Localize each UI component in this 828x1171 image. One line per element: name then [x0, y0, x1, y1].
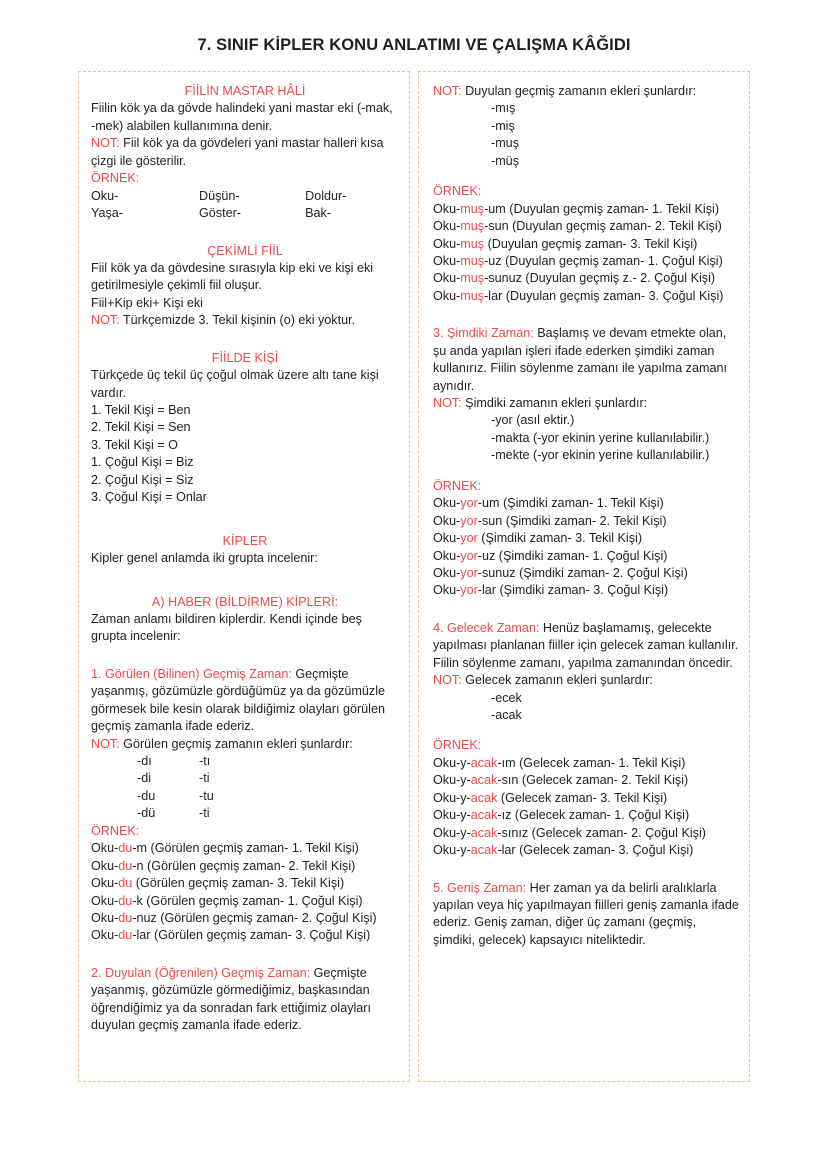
suffix-highlight: muş: [460, 236, 485, 251]
stem: Oku-y-: [433, 843, 471, 858]
suffix: -dü: [137, 806, 156, 821]
subsection-body: Her zaman ya da belirli aralıklarla yapılan veya hiç yapılmayan fiilleri geniş zamanla ifade ederiz. Geniş zaman, diğer üç zamanı (geçmiş, şimdiki, gelecek) kapsayıcı niteliktedir.: [433, 880, 739, 947]
section-heading: FİİLİN MASTAR HÂLİ: [184, 84, 306, 98]
section-heading: FİİLDE KİŞİ: [211, 350, 279, 365]
spacer: [91, 945, 399, 965]
note-line: [433, 395, 739, 412]
subsection-paragraph: [433, 880, 739, 950]
subsection-body: Henüz başlamamış, gelecekte yapılması planlanan fiiller için gelecek zaman kullanılır. Fiilin söylenme zamanı, yapılma zamanından öncedir.: [433, 620, 739, 670]
spacer: [433, 465, 739, 478]
suffix: -tu: [199, 788, 214, 803]
suffix: -miş: [491, 118, 515, 133]
ornek-label: ÖRNEK:: [433, 738, 482, 753]
list-item: 3. Çoğul Kişi = Onlar: [91, 490, 207, 505]
conjugation-line: [433, 218, 739, 235]
suffix-highlight: du: [118, 893, 133, 908]
suffix-highlight: du: [118, 858, 133, 873]
right-column-box: [418, 71, 750, 1082]
person-ending: -sunuz (Duyulan geçmiş z.- 2. Çoğul Kişi): [484, 271, 716, 286]
suffix: -di: [137, 771, 151, 786]
stem: Oku-y-: [433, 790, 471, 805]
note-text: Duyulan geçmiş zamanın ekleri şunlardır:: [461, 84, 697, 98]
stem: Oku-: [433, 219, 461, 234]
suffix-highlight: acak: [470, 755, 498, 770]
suffix-highlight: muş: [460, 219, 485, 234]
stem: Oku-: [433, 531, 461, 546]
suffix-row: [91, 788, 399, 805]
suffix-highlight: yor: [460, 583, 478, 598]
note-label: NOT:: [91, 736, 120, 751]
subsection-title: 2. Duyulan (Öğrenilen) Geçmiş Zaman:: [91, 965, 311, 980]
suffix: -müş: [491, 153, 519, 168]
person-ending: -sun (Duyulan geçmiş zaman- 2. Tekil Kişi): [484, 219, 722, 234]
person-ending: (Şimdiki zaman- 3. Tekil Kişi): [477, 531, 643, 546]
stem: Oku-: [91, 928, 119, 943]
note-text: Gelecek zamanın ekleri şunlardır:: [461, 673, 653, 688]
section-gelecek-zaman: [433, 620, 739, 860]
suffix: -yor (asıl ektir.): [491, 413, 575, 428]
paragraph: Kipler genel anlamda iki grupta incelenir:: [91, 551, 318, 566]
conjugation-line: [433, 565, 739, 582]
person-ending: -nuz (Görülen geçmiş zaman- 2. Çoğul Kişi): [132, 910, 377, 925]
spacer: [433, 305, 739, 325]
conjugation-line: [433, 582, 739, 599]
stem: Oku-: [91, 893, 119, 908]
spacer: [91, 568, 399, 594]
stem: Oku-: [433, 271, 461, 286]
stem: Oku-y-: [433, 808, 471, 823]
note-line: [433, 83, 739, 100]
subsection-body: Başlamış ve devam etmekte olan, şu anda yapılan işleri ifade ederken şimdiki zaman kullanırız. Fiilin söylenme zamanı ile yapılma zamanı aynıdır.: [433, 326, 727, 393]
stem: Oku-: [433, 583, 461, 598]
person-ending: -lar (Şimdiki zaman- 3. Çoğul Kişi): [477, 583, 669, 598]
example-cell: Bak-: [305, 206, 331, 221]
stem: Oku-: [433, 236, 461, 251]
stem: Oku-y-: [433, 773, 471, 788]
suffix-row: [91, 770, 399, 787]
person-ending: -n (Görülen geçmiş zaman- 2. Tekil Kişi): [132, 858, 356, 873]
note-text: Fiil kök ya da gövdeleri yani mastar halleri kısa çizgi ile gösterilir.: [91, 136, 384, 168]
conjugation-line: [433, 201, 739, 218]
person-ending: (Görülen geçmiş zaman- 3. Tekil Kişi): [132, 876, 345, 891]
note-line: [433, 672, 739, 689]
section-kipler: [91, 533, 399, 568]
note-text: Görülen geçmiş zamanın ekleri şunlardır:: [119, 736, 353, 751]
suffix: -acak: [491, 708, 522, 722]
paragraph: Fiil kök ya da gövdesine sırasıyla kip eki ve kişi eki getirilmesiyle çekimli fiil oluşur.: [91, 260, 374, 293]
suffix-highlight: acak: [470, 843, 498, 858]
left-column-box: [78, 71, 410, 1082]
conjugation-line: [91, 858, 399, 875]
conjugation-line: [433, 253, 739, 270]
page-title: 7. SINIF KİPLER KONU ANLATIMI VE ÇALIŞMA KÂĞIDI: [197, 36, 631, 54]
suffix: -ecek: [491, 690, 522, 705]
suffix-highlight: muş: [460, 271, 485, 286]
suffix: -makta (-yor ekinin yerine kullanılabilir.): [491, 430, 710, 445]
stem: Oku-: [433, 565, 461, 580]
suffix-highlight: acak: [470, 825, 498, 840]
ornek-label: ÖRNEK:: [91, 171, 140, 186]
suffix: -ti: [199, 806, 210, 821]
conjugation-line: [433, 772, 739, 789]
suffix: -mış: [491, 101, 516, 116]
formula-line: Fiil+Kip eki+ Kişi eki: [91, 295, 203, 310]
example-cell: Düşün-: [198, 188, 240, 203]
example-cell: Oku-: [91, 188, 119, 203]
example-cell: Göster-: [198, 206, 241, 221]
spacer: [91, 223, 399, 243]
person-ending: -k (Görülen geçmiş zaman- 1. Çoğul Kişi): [132, 893, 363, 908]
list-item: 1. Tekil Kişi = Ben: [91, 403, 191, 417]
subsection-body: Geçmişte yaşanmış, gözümüzle görmediğimiz, başkasından öğrendiğimiz ya da sonradan fark ettiğimiz olayları duyulan geçmiş zamanla ifade ederiz.: [91, 965, 371, 1033]
conjugation-line: [91, 875, 399, 892]
conjugation-line: [433, 513, 739, 530]
section-heading: ÇEKİMLİ FİİL: [207, 243, 283, 258]
suffix-highlight: du: [118, 841, 133, 856]
person-ending: -lar (Görülen geçmiş zaman- 3. Çoğul Kişi): [132, 928, 371, 943]
note-label: NOT:: [433, 673, 462, 688]
person-ending: -sınız (Gelecek zaman- 2. Çoğul Kişi): [497, 825, 706, 840]
person-ending: -uz (Duyulan geçmiş zaman- 1. Çoğul Kişi): [484, 253, 723, 268]
list-item: 1. Çoğul Kişi = Biz: [91, 455, 194, 470]
person-ending: -ız (Gelecek zaman- 1. Çoğul Kişi): [497, 808, 690, 823]
person-ending: (Duyulan geçmiş zaman- 3. Tekil Kişi): [484, 236, 698, 251]
stem: Oku-y-: [433, 825, 471, 840]
suffix-highlight: yor: [460, 565, 478, 580]
subsection-title: 5. Geniş Zaman:: [433, 880, 527, 895]
suffix-highlight: muş: [460, 253, 485, 268]
person-ending: -lar (Duyulan geçmiş zaman- 3. Çoğul Kişi): [484, 288, 724, 303]
section-cekimli-fiil: [91, 243, 399, 330]
suffix: -tı: [199, 754, 211, 768]
suffix-highlight: du: [118, 910, 133, 925]
spacer: [433, 170, 739, 183]
suffix: -du: [137, 788, 156, 803]
section-genis-zaman: [433, 880, 739, 950]
stem: Oku-: [433, 513, 461, 528]
ornek-label: ÖRNEK:: [433, 184, 482, 199]
section-heading: A) HABER (BİLDİRME) KİPLERİ:: [151, 594, 339, 609]
paragraph: Fiilin kök ya da gövde halindeki yani mastar eki (-mak, -mek) alabilen kullanımına denir.: [91, 101, 393, 133]
conjugation-line: [433, 790, 739, 807]
suffix-highlight: acak: [470, 773, 498, 788]
subsection-paragraph: [433, 620, 739, 672]
person-ending: -sun (Şimdiki zaman- 2. Tekil Kişi): [477, 513, 667, 528]
suffix-highlight: yor: [460, 548, 478, 563]
spacer: [91, 330, 399, 350]
suffix-highlight: du: [118, 876, 133, 891]
stem: Oku-: [433, 253, 461, 268]
person-ending: -uz (Şimdiki zaman- 1. Çoğul Kişi): [477, 548, 668, 563]
section-fiilin-mastar-hali: [91, 83, 399, 223]
spacer: [91, 646, 399, 666]
section-heading: KİPLER: [222, 533, 268, 548]
conjugation-line: [91, 910, 399, 927]
note-label: NOT:: [433, 396, 462, 410]
subsection-title: 1. Görülen (Bilinen) Geçmiş Zaman:: [91, 666, 292, 681]
person-ending: -m (Görülen geçmiş zaman- 1. Tekil Kişi): [132, 841, 359, 856]
paragraph: Zaman anlamı bildiren kiplerdir. Kendi içinde beş grupta incelenir:: [91, 611, 362, 644]
suffix-highlight: muş: [460, 201, 485, 216]
person-ending: (Gelecek zaman- 3. Tekil Kişi): [497, 790, 668, 805]
spacer: [433, 860, 739, 880]
spacer: [91, 507, 399, 533]
paragraph: Türkçede üç tekil üç çoğul olmak üzere altı tane kişi vardır.: [91, 368, 379, 400]
subsection-paragraph: [91, 965, 399, 1035]
list-item: 2. Tekil Kişi = Sen: [91, 420, 191, 435]
suffix-row: [91, 805, 399, 822]
example-cell: Doldur-: [305, 188, 347, 203]
list-item: 3. Tekil Kişi = O: [91, 437, 178, 452]
suffix-highlight: acak: [470, 808, 498, 823]
person-ending: -sunuz (Şimdiki zaman- 2. Çoğul Kişi): [477, 565, 688, 580]
conjugation-line: [91, 893, 399, 910]
suffix: -ti: [199, 771, 210, 786]
spacer: [433, 600, 739, 620]
conjugation-line: [433, 530, 739, 547]
subsection-title: 3. Şimdiki Zaman:: [433, 326, 534, 341]
suffix-highlight: yor: [460, 496, 478, 511]
note-text: Şimdiki zamanın ekleri şunlardır:: [461, 396, 648, 410]
stem: Oku-: [433, 496, 461, 511]
conjugation-line: [433, 755, 739, 772]
conjugation-line: [91, 927, 399, 944]
section-fiilde-kisi: [91, 350, 399, 507]
stem: Oku-: [91, 841, 119, 856]
conjugation-line: [433, 548, 739, 565]
subsection-paragraph: [433, 325, 739, 395]
note-label: NOT:: [433, 84, 462, 98]
conjugation-line: [433, 825, 739, 842]
person-ending: -lar (Gelecek zaman- 3. Çoğul Kişi): [497, 843, 694, 858]
subsection-paragraph: [91, 666, 399, 736]
example-row: [91, 205, 399, 222]
stem: Oku-: [433, 288, 461, 303]
suffix-highlight: yor: [460, 513, 478, 528]
stem: Oku-: [433, 548, 461, 563]
suffix-highlight: du: [118, 928, 133, 943]
section-gorulen-gecmis-zaman: [91, 666, 399, 945]
two-column-layout: [78, 71, 750, 1082]
note-text: Türkçemizde 3. Tekil kişinin (o) eki yoktur.: [119, 313, 356, 328]
conjugation-line: [91, 840, 399, 857]
example-cell: Yaşa-: [91, 206, 123, 221]
suffix-highlight: muş: [460, 288, 485, 303]
stem: Oku-: [91, 876, 119, 891]
person-ending: -um (Şimdiki zaman- 1. Tekil Kişi): [477, 496, 664, 511]
section-duyulan-ekler: [433, 83, 739, 305]
note-label: NOT:: [91, 136, 120, 151]
stem: Oku-: [91, 910, 119, 925]
conjugation-line: [433, 270, 739, 287]
conjugation-line: [433, 807, 739, 824]
example-row: [91, 188, 399, 205]
suffix-highlight: yor: [460, 531, 478, 546]
subsection-body: Geçmişte yaşanmış, gözümüzle gördüğümüz ya da gözümüzle görmesek bile kesin olarak bildiğimiz olayları görülen geçmiş zamanla ifade ederiz.: [91, 666, 386, 734]
suffix: -dı: [137, 754, 152, 768]
person-ending: -sın (Gelecek zaman- 2. Tekil Kişi): [497, 773, 689, 788]
person-ending: -um (Duyulan geçmiş zaman- 1. Tekil Kişi): [484, 201, 720, 216]
spacer: [433, 724, 739, 737]
conjugation-line: [433, 288, 739, 305]
stem: Oku-: [91, 858, 119, 873]
ornek-label: ÖRNEK:: [91, 823, 140, 838]
person-ending: -ım (Gelecek zaman- 1. Tekil Kişi): [497, 755, 686, 770]
suffix: -muş: [491, 136, 519, 151]
suffix: -mekte (-yor ekinin yerine kullanılabilir.): [491, 448, 710, 463]
note-label: NOT:: [91, 313, 120, 328]
suffix-row: [91, 753, 399, 770]
subsection-title: 4. Gelecek Zaman:: [433, 620, 540, 635]
section-haber-kipleri: [91, 594, 399, 646]
stem: Oku-: [433, 201, 461, 216]
ornek-label: ÖRNEK:: [433, 478, 482, 493]
note-line: [91, 312, 399, 329]
conjugation-line: [433, 495, 739, 512]
stem: Oku-y-: [433, 755, 471, 770]
list-item: 2. Çoğul Kişi = Siz: [91, 472, 194, 487]
conjugation-line: [433, 236, 739, 253]
section-duyulan-gecmis-zaman: [91, 965, 399, 1035]
suffix-highlight: acak: [470, 790, 498, 805]
note-line: [91, 736, 399, 753]
note-line: [91, 135, 399, 170]
section-simdiki-zaman: [433, 325, 739, 600]
conjugation-line: [433, 842, 739, 859]
